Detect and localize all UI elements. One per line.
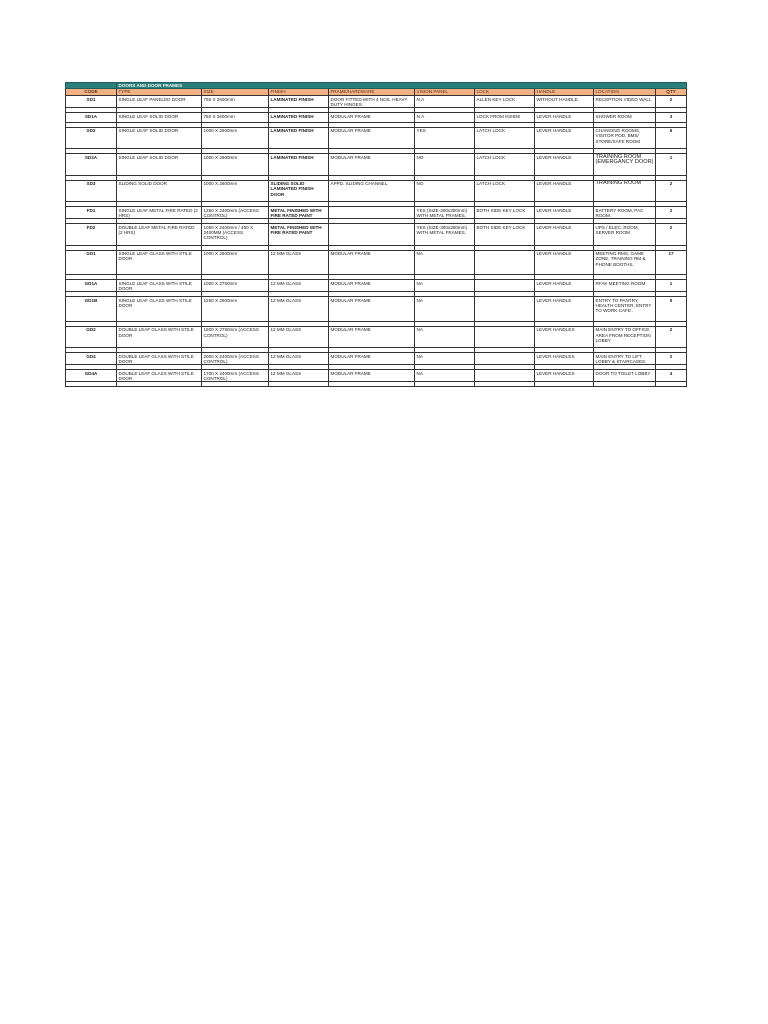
cell-code: GD1B [66, 297, 117, 322]
cell-handle: LEVER HANDLES [535, 326, 594, 348]
header-location: LOCATION [594, 89, 656, 96]
cell-vision: NA [415, 353, 475, 365]
cell-qty: 5 [656, 297, 687, 322]
cell-handle: LEVER HANDLE [535, 250, 594, 275]
cell-handle: LEVER HANDLE [535, 280, 594, 292]
cell-frame [329, 207, 415, 219]
header-row [66, 89, 687, 96]
cell-size: 1000 X 2600mm [202, 180, 269, 202]
cell-size: 750 X 2600mm [202, 96, 269, 108]
header-handle: HANDLE [535, 89, 594, 96]
cell-location: ENTRY TO PANTRY, HEALTH CENTER, ENTRY TO WORK CAFE . [594, 297, 656, 322]
cell-frame [329, 224, 415, 246]
cell-handle: LEVER HANDLES [535, 353, 594, 365]
table-row [66, 326, 687, 348]
cell-lock [475, 280, 535, 292]
cell-frame: MODULAR FRAME [329, 127, 415, 149]
cell-type: SINGLE LEAF GLASS WITH STILE DOOR [117, 280, 202, 292]
header-vision: VISION PANEL [415, 89, 475, 96]
cell-code: SD2 [66, 127, 117, 149]
table-row [66, 127, 687, 149]
table-row [66, 297, 687, 322]
cell-vision: N.A [415, 113, 475, 123]
cell-size: 1250 X 2600mm [202, 297, 269, 322]
cell-qty: 2 [656, 353, 687, 365]
cell-size: 1050 X 2400mm / 450 X 2400MM (ACCESS CONTROL) [202, 224, 269, 246]
cell-type: DOUBLE LEAF METAL FIRE RATED (2 HRS) [117, 224, 202, 246]
cell-frame: MODULAR FRAME [329, 326, 415, 348]
cell-qty: 4 [656, 370, 687, 382]
cell-lock [475, 353, 535, 365]
cell-finish: 12 MM GLASS [269, 353, 329, 365]
cell-code: GD4 [66, 353, 117, 365]
cell-lock [475, 326, 535, 348]
cell-type: DOUBLE LEAF GLASS WITH STILE DOOR [117, 370, 202, 382]
cell-finish: METAL FINISHED WITH FIRE RATED PAINT [269, 224, 329, 246]
cell-lock [475, 297, 535, 322]
table-row [66, 353, 687, 365]
table-row [66, 224, 687, 246]
cell-lock [475, 370, 535, 382]
cell-vision: NO [415, 180, 475, 202]
cell-code: GD2 [66, 326, 117, 348]
cell-size: 1000 X 2600mm [202, 250, 269, 275]
cell-type: SINGLE LEAF GLASS WITH STILE DOOR [117, 250, 202, 275]
header-lock: LOCK [475, 89, 535, 96]
cell-qty: 1 [656, 280, 687, 292]
cell-size: 1700 X 2400mm (ACCESS CONTROL) [202, 370, 269, 382]
cell-qty: 2 [656, 96, 687, 108]
table-row [66, 154, 687, 176]
header-finish: FINISH [269, 89, 329, 96]
cell-qty: 2 [656, 326, 687, 348]
cell-finish: 12 MM GLASS [269, 326, 329, 348]
cell-code: SD3 [66, 180, 117, 202]
cell-finish: LAMINATED FINISH [269, 127, 329, 149]
spacer-row [66, 382, 687, 387]
cell-frame: MODULAR FRAME [329, 113, 415, 123]
cell-type: SINGLE LEAF SOLID DOOR [117, 154, 202, 176]
cell-qty: 2 [656, 207, 687, 219]
cell-type: DOUBLE LEAF GLASS WITH STILE DOOR [117, 326, 202, 348]
cell-code: SD2A [66, 154, 117, 176]
cell-qty: 3 [656, 113, 687, 123]
cell-size: 1000 X 2600mm [202, 154, 269, 176]
cell-handle: LEVER HANDLE [535, 224, 594, 246]
cell-size: 2000 X 2400mm (ACCESS CONTROL) [202, 353, 269, 365]
cell-finish: 12 MM GLASS [269, 250, 329, 275]
cell-type: SINGLE LEAF PANELED DOOR [117, 96, 202, 108]
cell-vision: NA [415, 250, 475, 275]
cell-lock: BOTH SIDE KEY LOCK [475, 207, 535, 219]
table-row [66, 180, 687, 202]
cell-handle: WITHOUT HANDLE. [535, 96, 594, 108]
cell-vision: NO [415, 154, 475, 176]
cell-location: MAIN ENTRY TO LIFT LOBBY & STAIRCASES. [594, 353, 656, 365]
cell-type: SINGLE LEAF SOLID DOOR [117, 113, 202, 123]
cell-lock: LATCH LOCK [475, 154, 535, 176]
cell-vision: NA [415, 370, 475, 382]
cell-location: RECEPTION VIDEO WALL [594, 96, 656, 108]
cell-size: 1000 X 2750mm [202, 280, 269, 292]
cell-lock: LATCH LOCK [475, 180, 535, 202]
cell-code: GD1 [66, 250, 117, 275]
cell-location: MEETING RMS, GAME ZONE, TRAINING RM & PHONE BOOTHS. [594, 250, 656, 275]
cell-lock: LATCH LOCK [475, 127, 535, 149]
header-code: CODE [66, 89, 117, 96]
table-row [66, 96, 687, 108]
cell-vision: NA [415, 326, 475, 348]
cell-finish: LAMINATED FINISH [269, 154, 329, 176]
cell-type: SINGLE LEAF GLASS WITH STILE DOOR [117, 297, 202, 322]
cell-location: BATTERY ROOM, PAC ROOM. [594, 207, 656, 219]
cell-finish: METAL FINISHED WITH FIRE RATED PAINT [269, 207, 329, 219]
cell-finish: 12 MM GLASS [269, 297, 329, 322]
cell-frame: MODULAR FRAME [329, 154, 415, 176]
cell-qty: 2 [656, 180, 687, 202]
cell-location: DOOR TO TOILET LOBBY [594, 370, 656, 382]
cell-lock [475, 250, 535, 275]
cell-finish: LAMINATED FINISH [269, 96, 329, 108]
cell-size: 1000 X 2600mm [202, 127, 269, 149]
cell-location: CHANGING ROOMS, VISITOR POD, BMS/ STORE/SAFE ROOM [594, 127, 656, 149]
cell-vision: YES (SIZE-300x300mm) WITH METAL FRAMES. [415, 207, 475, 219]
sheet-title: DOORS AND DOOR FRAMES [117, 83, 687, 89]
cell-vision: N.A [415, 96, 475, 108]
cell-qty: 2 [656, 224, 687, 246]
cell-finish: 12 MM GLASS [269, 370, 329, 382]
cell-handle: LEVER HANDLE [535, 154, 594, 176]
table-row [66, 250, 687, 275]
cell-frame: MODULAR FRAME [329, 370, 415, 382]
cell-frame: MODULAR FRAME [329, 353, 415, 365]
cell-location: UPS / ELEC. ROOM, SERVER ROOM [594, 224, 656, 246]
cell-type: SINGLE LEAF SOLID DOOR [117, 127, 202, 149]
cell-location: TRAINING ROOM [594, 180, 656, 202]
cell-type: DOUBLE LEAF GLASS WITH STILE DOOR [117, 353, 202, 365]
cell-frame: MODULAR FRAME [329, 280, 415, 292]
cell-frame: MODULAR FRAME [329, 297, 415, 322]
cell-code: SD1A [66, 113, 117, 123]
header-type: TYPE [117, 89, 202, 96]
cell-frame: MODULAR FRAME [329, 250, 415, 275]
table-row [66, 280, 687, 292]
cell-frame: DOOR FITTED WITH 4 NOS. HEAVY DUTY HINGES. [329, 96, 415, 108]
cell-code: FD1 [66, 207, 117, 219]
cell-vision: NA [415, 280, 475, 292]
cell-location: RFAK MEETING ROOM [594, 280, 656, 292]
cell-handle: LEVER HANDLE [535, 297, 594, 322]
cell-vision: YES [415, 127, 475, 149]
cell-lock: BOTH SIDE KEY LOCK [475, 224, 535, 246]
cell-vision: NA [415, 297, 475, 322]
cell-finish: LAMINATED FINISH [269, 113, 329, 123]
cell-handle: LEVER HANDLE [535, 180, 594, 202]
cell-type: SINGLE LEAF METAL FIRE RATED (2 HRS) [117, 207, 202, 219]
cell-size: 1250 X 2400mm (ACCESS CONTROL) [202, 207, 269, 219]
cell-frame: APPD. SLIDING CHANNEL. [329, 180, 415, 202]
cell-location: MAIN ENTRY TO OFFICE AREA FROM RECEPTION LOBBY [594, 326, 656, 348]
header-size: SIZE [202, 89, 269, 96]
cell-location: SHOWER ROOM [594, 113, 656, 123]
cell-location: TRAINING ROOM (EMERGANCY DOOR) [594, 154, 656, 176]
header-frame: FRAME/HARDWARE [329, 89, 415, 96]
table-row [66, 370, 687, 382]
cell-code: GD1A [66, 280, 117, 292]
cell-finish: SLIDING SOLID LAMINATED FINISH DOOR [269, 180, 329, 202]
cell-handle: LEVER HANDLE [535, 207, 594, 219]
cell-handle: LEVER HANDLE [535, 113, 594, 123]
table-row [66, 207, 687, 219]
cell-lock: LOCK FROM INSIDE [475, 113, 535, 123]
table-row [66, 113, 687, 123]
cell-qty: 1 [656, 154, 687, 176]
cell-code: SD1 [66, 96, 117, 108]
door-schedule-table [65, 82, 687, 387]
cell-type: SLIDING SOLID DOOR [117, 180, 202, 202]
cell-handle: LEVER HANDLES [535, 370, 594, 382]
cell-size: 1800 X 2750mm (ACCESS CONTROL) [202, 326, 269, 348]
cell-size: 750 X 2600mm [202, 113, 269, 123]
cell-lock: ALLEN KEY LOCK [475, 96, 535, 108]
cell-code: FD2 [66, 224, 117, 246]
cell-handle: LEVER HANDLE [535, 127, 594, 149]
cell-finish: 12 MM GLASS [269, 280, 329, 292]
cell-qty: 6 [656, 127, 687, 149]
header-qty: QTY [656, 89, 687, 96]
cell-vision: YES (SIZE-300x300mm) WITH METAL FRAMES. [415, 224, 475, 246]
cell-code: GD4A [66, 370, 117, 382]
cell-qty: 17 [656, 250, 687, 275]
